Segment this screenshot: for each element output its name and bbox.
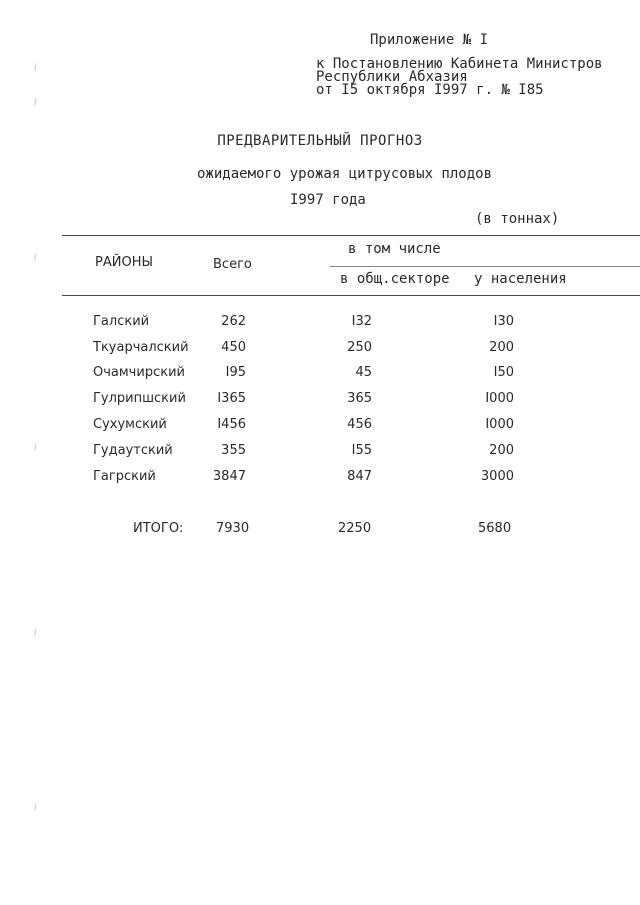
- public-sector-value: 45: [355, 365, 372, 380]
- table-subheader-rule: [330, 266, 640, 267]
- population-value: 200: [489, 443, 514, 458]
- table-top-rule: [62, 235, 640, 236]
- totals-public-sector-value: 2250: [338, 521, 372, 536]
- column-header-public-sector: в общ.секторе: [340, 271, 450, 287]
- table-row: [0, 443, 640, 463]
- public-sector-value: 456: [347, 417, 372, 432]
- table-header-bottom-rule: [62, 295, 640, 296]
- decree-reference-line-2: Республики Абхазия: [316, 69, 468, 85]
- totals-label: ИТОГО:: [133, 521, 184, 536]
- column-header-total: Всего: [213, 257, 252, 272]
- population-value: I50: [493, 365, 514, 380]
- district-name: Галский: [93, 314, 150, 329]
- public-sector-value: 365: [347, 391, 372, 406]
- public-sector-value: 847: [347, 469, 372, 484]
- margin-binding-mark: ∽: [26, 440, 44, 454]
- table-row: [0, 417, 640, 437]
- margin-binding-mark: ∽: [26, 625, 44, 639]
- district-name: Очамчирский: [93, 365, 185, 380]
- population-value: I000: [485, 417, 514, 432]
- district-name: Гудаутский: [93, 443, 173, 458]
- decree-reference-line-3: от I5 октября I997 г. № I85: [316, 82, 544, 98]
- totals-total-value: 7930: [216, 521, 250, 536]
- units-note: (в тоннах): [475, 211, 560, 227]
- margin-binding-mark: ∽: [26, 60, 44, 74]
- total-value: 3847: [212, 469, 246, 484]
- appendix-label: Приложение № I: [370, 32, 489, 48]
- total-value: 262: [221, 314, 246, 329]
- population-value: I000: [485, 391, 514, 406]
- total-value: 450: [221, 340, 246, 355]
- district-name: Ткуарчалский: [93, 340, 189, 355]
- public-sector-value: I32: [351, 314, 372, 329]
- population-value: I30: [493, 314, 514, 329]
- population-value: 3000: [480, 469, 514, 484]
- total-value: 355: [221, 443, 246, 458]
- total-value: I456: [217, 417, 246, 432]
- public-sector-value: I55: [351, 443, 372, 458]
- column-header-including: в том числе: [348, 241, 441, 257]
- document-subtitle: ожидаемого урожая цитрусовых плодов: [197, 166, 493, 182]
- document-year: I997 года: [290, 192, 366, 208]
- table-row: [0, 340, 640, 360]
- document-title: ПРЕДВАРИТЕЛЬНЫЙ ПРОГНОЗ: [217, 133, 423, 149]
- margin-binding-mark: ∽: [26, 800, 44, 814]
- total-value: I95: [225, 365, 246, 380]
- decree-reference-line-1: к Постановлению Кабинета Министров: [316, 56, 603, 72]
- total-value: I365: [217, 391, 246, 406]
- district-name: Сухумский: [93, 417, 167, 432]
- population-value: 200: [489, 340, 514, 355]
- district-name: Гулрипшский: [93, 391, 186, 406]
- margin-binding-mark: ∽: [26, 95, 44, 109]
- public-sector-value: 250: [347, 340, 372, 355]
- totals-population-value: 5680: [478, 521, 512, 536]
- column-header-districts: РАЙОНЫ: [95, 255, 153, 270]
- table-row: [0, 365, 640, 385]
- table-row: [0, 391, 640, 411]
- table-row: [0, 314, 640, 334]
- table-row: [0, 469, 640, 489]
- margin-binding-mark: ∽: [26, 250, 44, 264]
- district-name: Гагрский: [93, 469, 156, 484]
- column-header-population: у населения: [474, 271, 567, 287]
